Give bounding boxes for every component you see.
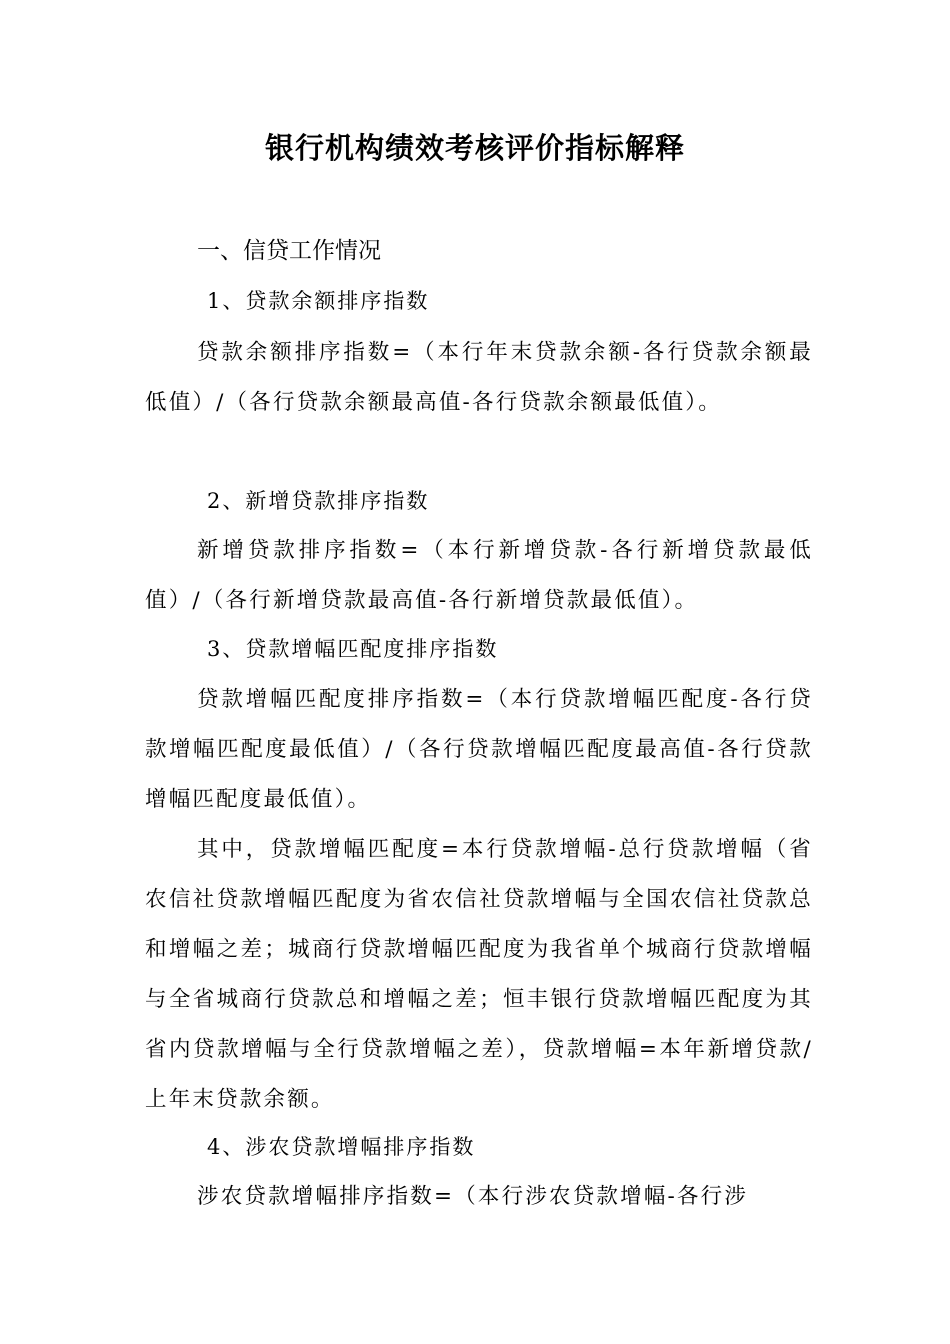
item-heading-1: 1、贷款余额排序指数 bbox=[207, 289, 430, 313]
section-heading: 一、信贷工作情况 bbox=[197, 238, 381, 264]
document-title: 银行机构绩效考核评价指标解释 bbox=[264, 131, 685, 165]
paragraph-loan-balance-index: 贷款余额排序指数=（本行年末贷款余额-各行贷款余额最低值）/（各行贷款余额最高值-各行贷款余额最低值）。 bbox=[145, 340, 813, 415]
paragraph-loan-growth-match-definition: 其中，贷款增幅匹配度=本行贷款增幅-总行贷款增幅（省农信社贷款增幅匹配度为省农信社贷款增幅与全国农信社贷款总和增幅之差；城商行贷款增幅匹配度为我省单个城商行贷款增幅与全省城商行贷款总和增幅之差；恒丰银行贷款增幅匹配度为其省内贷款增幅与全行贷款增幅之差），贷款增幅=本年新增贷款/上年末贷款余额。 bbox=[145, 837, 813, 1112]
paragraph-agri-loan-growth-index: 涉农贷款增幅排序指数=（本行涉农贷款增幅-各行涉 bbox=[197, 1184, 749, 1209]
paragraph-loan-growth-match-index: 贷款增幅匹配度排序指数=（本行贷款增幅匹配度-各行贷款增幅匹配度最低值）/（各行贷款增幅匹配度最高值-各行贷款增幅匹配度最低值）。 bbox=[145, 687, 813, 812]
item-heading-2: 2、新增贷款排序指数 bbox=[207, 489, 430, 513]
item-heading-3: 3、贷款增幅匹配度排序指数 bbox=[207, 637, 499, 661]
paragraph-new-loan-index: 新增贷款排序指数=（本行新增贷款-各行新增贷款最低值）/（各行新增贷款最高值-各行新增贷款最低值）。 bbox=[145, 538, 813, 613]
item-heading-4: 4、涉农贷款增幅排序指数 bbox=[207, 1135, 476, 1159]
